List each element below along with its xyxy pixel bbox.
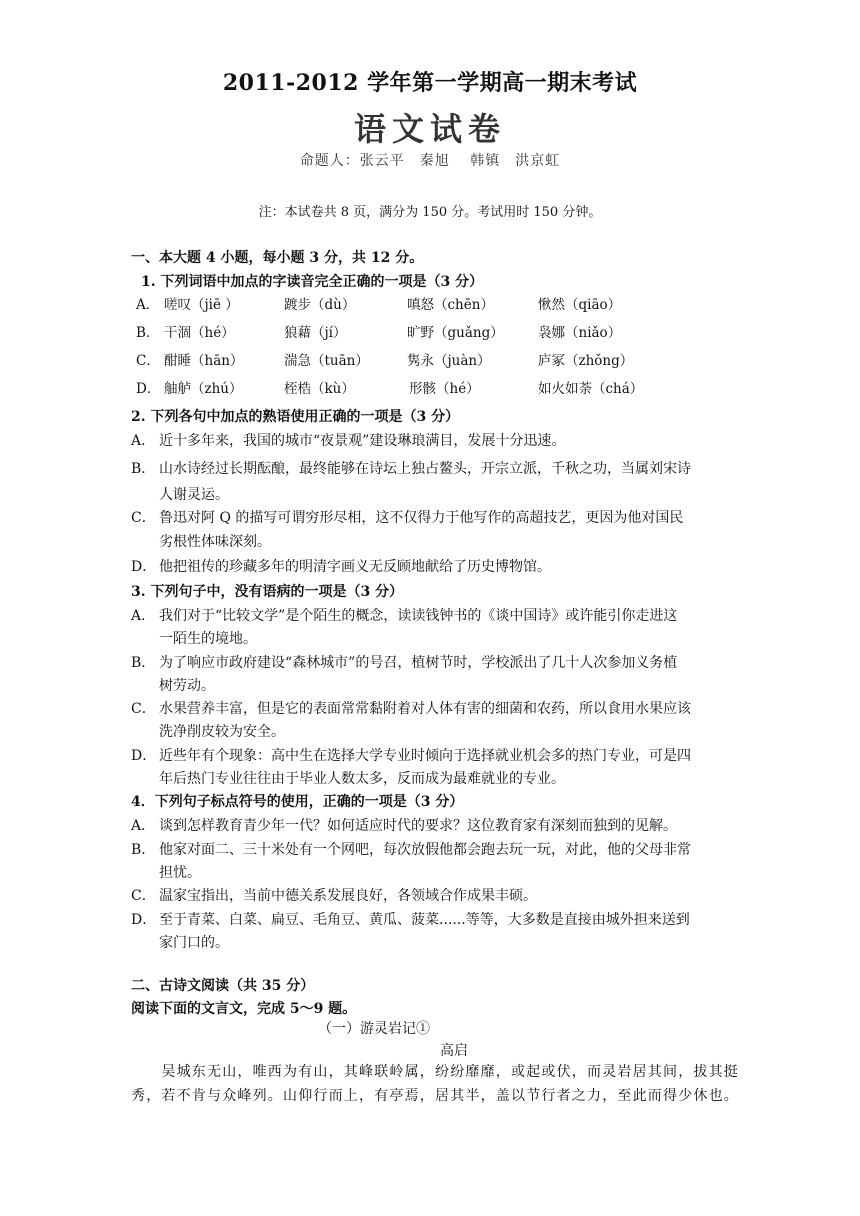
classical-line-2: 秀，若不肯与众峰列。山仰行而上，有亭焉，居其半，盖以节行者之力，至此而得少休也。 <box>131 1088 739 1104</box>
authors-line: 命题人：张云平 秦旭 韩镇 洪京虹 <box>299 153 561 169</box>
q2-b-label: B． <box>131 461 156 477</box>
q1-b-item1: 干涸（hé） <box>164 325 235 341</box>
text-title: （一）游灵岩记① <box>318 1021 430 1037</box>
section2-instruction: 阅读下面的文言文，完成 5～9 题。 <box>131 1001 357 1017</box>
q1-row-b-label: B． <box>136 325 160 341</box>
q3-a-line2: 一陌生的境地。 <box>159 631 257 647</box>
q4-a-label: A． <box>131 818 156 834</box>
q3-d-line1: 近些年有个现象：高中生在选择大学专业时倾向于选择就业机会多的热门专业，可是四 <box>159 748 691 764</box>
q1-d-item4: 如火如荼（chá） <box>538 381 644 397</box>
q3-d-label: D． <box>131 748 157 764</box>
q3-b-label: B． <box>131 655 156 671</box>
q2-c-line1: 鲁迅对阿 Q 的描写可谓穷形尽相，这不仅得力于他写作的高超技艺，更因为他对国民 <box>159 510 684 526</box>
q1-c-item3: 隽永（juàn） <box>407 353 491 369</box>
q4-d-line1: 至于青菜、白菜、扁豆、毛角豆、黄瓜、菠菜......等等，大多数是直接由城外担来送到 <box>159 912 690 928</box>
q1-stem: 1. 下列词语中加点的字读音完全正确的一项是（3 分） <box>141 274 484 290</box>
q1-a-item2: 踱步（dù） <box>284 297 356 313</box>
section1-heading: 一、本大题 4 小题，每小题 3 分，共 12 分。 <box>131 250 424 266</box>
q2-c-line2: 劣根性体味深刻。 <box>159 534 271 550</box>
q1-a-item1: 嗟叹（jiē ） <box>164 297 239 313</box>
q4-b-line1: 他家对面二、三十米处有一个网吧，每次放假他都会跑去玩一玩，对此，他的父母非常 <box>159 842 691 858</box>
q2-b-line2: 人谢灵运。 <box>159 487 229 503</box>
q2-d-label: D． <box>131 559 157 575</box>
q3-b-line1: 为了响应市政府建设“森林城市”的号召，植树节时，学校派出了几十人次参加义务植 <box>159 655 678 671</box>
q1-row-d-label: D． <box>136 381 161 397</box>
q3-b-line2: 树劳动。 <box>159 678 215 694</box>
q3-d-line2: 年后热门专业往往由于毕业人数太多，反而成为最难就业的专业。 <box>159 771 565 787</box>
q2-d-line1: 他把祖传的珍藏多年的明清字画义无反顾地献给了历史博物馆。 <box>159 559 551 575</box>
q4-c-line1: 温家宝指出，当前中德关系发展良好，各领域合作成果丰硕。 <box>159 888 537 904</box>
q1-c-item4: 庐冢（zhǒng） <box>538 353 634 369</box>
q2-stem: 2. 下列各句中加点的熟语使用正确的一项是（3 分） <box>131 409 460 425</box>
q3-a-label: A． <box>131 608 156 624</box>
subject-title: 语文试卷 <box>353 110 506 148</box>
text-author: 高启 <box>440 1043 468 1059</box>
q1-d-item3: 形骸（hé） <box>409 381 480 397</box>
classical-line-1: 吴城东无山，唯西为有山，其峰联岭属，纷纷靡靡，或起或伏，而灵岩居其间，拔其挺 <box>131 1064 739 1080</box>
q4-c-label: C． <box>131 888 156 904</box>
q1-a-item4: 愀然（qiāo） <box>538 297 622 313</box>
q1-b-item3: 旷野（guǎng） <box>407 325 504 341</box>
q4-stem: 4．下列句子标点符号的使用，正确的一项是（3 分） <box>131 794 464 810</box>
q1-row-c-label: C． <box>136 353 160 369</box>
q2-a-line1: 近十多年来，我国的城市“夜景观”建设琳琅满目，发展十分迅速。 <box>159 433 566 449</box>
q4-b-label: B． <box>131 842 156 858</box>
q4-d-label: D． <box>131 912 157 928</box>
q1-d-item1: 舳舻（zhú） <box>164 381 243 397</box>
q1-a-item3: 嗔怒（chēn） <box>407 297 494 313</box>
q4-a-line1: 谈到怎样教育青少年一代？如何适应时代的要求？这位教育家有深刻而独到的见解。 <box>159 818 677 834</box>
q2-b-line1: 山水诗经过长期酝酿，最终能够在诗坛上独占鳌头，开宗立派，千秋之功，当属刘宋诗 <box>159 461 691 477</box>
q4-b-line2: 担忧。 <box>159 865 201 881</box>
q3-c-line2: 洗净削皮较为安全。 <box>159 724 285 740</box>
section2-heading: 二、古诗文阅读（共 35 分） <box>131 978 315 994</box>
exam-title: 2011-2012 学年第一学期高一期末考试 <box>222 70 638 96</box>
q3-c-line1: 水果营养丰富，但是它的表面常常黏附着对人体有害的细菌和农药，所以食用水果应该 <box>159 701 691 717</box>
q1-b-item2: 狼藉（jí） <box>284 325 347 341</box>
q3-c-label: C． <box>131 701 156 717</box>
exam-note: 注：本试卷共 8 页，满分为 150 分。考试用时 150 分钟。 <box>258 205 602 220</box>
q1-c-item1: 酣睡（hān） <box>164 353 244 369</box>
q3-stem: 3. 下列句子中，没有语病的一项是（3 分） <box>131 584 404 600</box>
q4-d-line2: 家门口的。 <box>159 935 229 951</box>
q2-c-label: C． <box>131 510 156 526</box>
q1-d-item2: 桎梏（kù） <box>284 381 355 397</box>
q1-b-item4: 袅娜（niǎo） <box>538 325 622 341</box>
q2-a-label: A． <box>131 433 156 449</box>
q1-c-item2: 湍急（tuān） <box>284 353 369 369</box>
q1-row-a-label: A． <box>136 297 160 313</box>
q3-a-line1: 我们对于“比较文学”是个陌生的概念，读读钱钟书的《谈中国诗》或许能引你走进这 <box>159 608 678 624</box>
